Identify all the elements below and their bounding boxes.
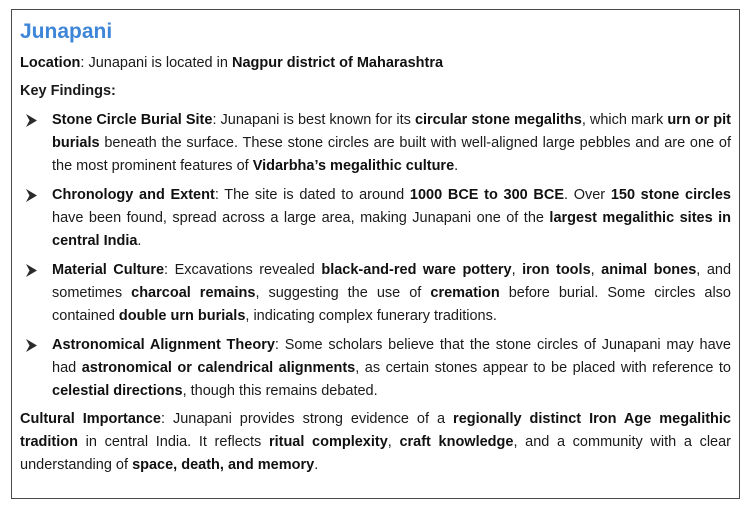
finding-bold: animal bones [601,262,697,278]
cultural-text: : Junapani provides strong evidence of a [160,411,454,427]
finding-text: : Excavations revealed [164,262,322,278]
cultural-text: , and a community with a clear understanding of [20,434,731,473]
finding-bold: circular stone megaliths [414,112,582,128]
arrowhead-bullet-icon [26,339,37,352]
finding-text: , [590,262,602,278]
finding-text: : The site is dated to around [214,187,410,203]
finding-item-stone-circle [20,109,731,178]
finding-heading: Material Culture [52,262,165,278]
cultural-text: . [314,457,319,473]
finding-text: , indicating complex funerary traditions. [245,308,497,324]
finding-text: , though this remains debated. [182,383,378,399]
finding-bold: astronomical or calendrical alignments [81,360,356,376]
finding-text: : Junapani is best known for its [212,112,415,128]
finding-text: before burial. Some circles also contained [52,285,731,324]
arrowhead-bullet-icon [26,114,37,127]
arrowhead-bullet-icon [26,189,37,202]
finding-text: beneath the surface. These stone circles are built with well-aligned large pebbles and are one of the most prominent features of [52,135,731,174]
key-findings-heading: Key Findings: [20,83,116,99]
location-label: Location [20,55,81,71]
finding-text: . [454,158,459,174]
cultural-bold: space, death, and memory [132,457,315,473]
finding-item-material-culture [20,259,731,328]
cultural-bold: ritual complexity [268,434,388,450]
cultural-text: in central India. It reflects [78,434,269,450]
finding-text: : Some scholars believe that the stone circles of Junapani may have had [52,337,731,376]
cultural-label: Cultural Importance [20,411,161,427]
finding-text: , and sometimes [52,262,732,301]
finding-item-astronomical [20,334,731,403]
arrowhead-bullet-icon [26,264,37,277]
cultural-text: , [387,434,400,450]
finding-item-chronology [20,184,731,253]
finding-bold: 150 stone circles [610,187,731,203]
content-card [11,9,740,499]
finding-heading: Chronology and Extent [52,187,215,203]
cultural-bold: craft knowledge [399,434,514,450]
location-text: : Junapani is located in [80,55,232,71]
finding-bold: cremation [430,285,500,301]
finding-bold: urn or pit burials [52,112,731,151]
finding-text: , as certain stones appear to be placed with reference to [355,360,731,376]
finding-bold: iron tools [522,262,591,278]
finding-bold: largest megalithic sites in central India [52,210,731,249]
location-line [20,53,731,73]
finding-text: , suggesting the use of [255,285,431,301]
finding-text: have been found, spread across a large area, making Junapani one of the [52,210,550,226]
location-bold: Nagpur district of Maharashtra [231,55,444,71]
finding-bold: Vidarbha’s megalithic culture [252,158,455,174]
finding-text: , which mark [581,112,668,128]
finding-text: . [137,233,142,249]
page-title: Junapani [20,20,113,43]
finding-heading: Stone Circle Burial Site [52,112,213,128]
finding-bold: double urn burials [118,308,246,324]
finding-bold: black-and-red ware pottery [321,262,512,278]
cultural-bold: regionally distinct Iron Age megalithic tradition [20,411,731,450]
finding-bold: celestial directions [52,383,183,399]
cultural-importance [20,408,731,477]
finding-text: , [511,262,523,278]
finding-bold: 1000 BCE to 300 BCE [409,187,564,203]
finding-heading: Astronomical Alignment Theory [52,337,275,353]
finding-bold: charcoal remains [131,285,256,301]
finding-text: . Over [564,187,611,203]
